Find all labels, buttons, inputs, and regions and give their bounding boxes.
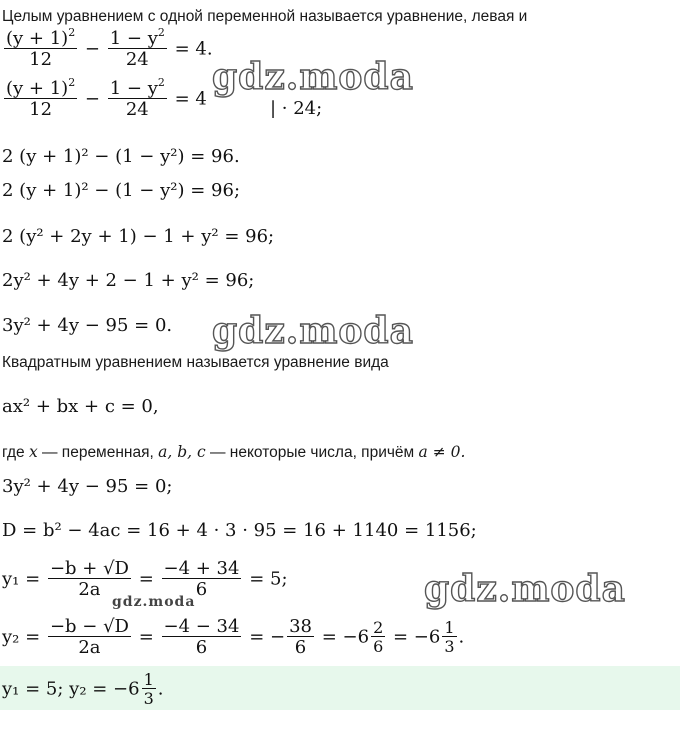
fraction-denominator: 2a xyxy=(48,578,131,599)
fraction-denominator: 6 xyxy=(162,636,242,657)
definition-whole-equation: Целым уравнением с одной переменной называется уравнение, левая и xyxy=(2,8,528,25)
fraction-denominator: 12 xyxy=(4,48,77,69)
mixed-whole: −6 xyxy=(342,626,370,648)
definition-quadratic: Квадратным уравнением называется уравнение вида xyxy=(2,354,389,371)
fraction-numerator: −4 + 34 xyxy=(163,558,240,579)
fraction-denominator: 24 xyxy=(108,98,167,119)
fraction-denominator: 2a xyxy=(48,636,131,657)
fraction-denominator: 6 xyxy=(162,578,242,599)
fraction-denominator: 3 xyxy=(143,689,154,708)
watermark-logo: gdz.moda xyxy=(424,568,626,610)
fraction-numerator: 1 xyxy=(143,670,154,689)
mixed-whole: −6 xyxy=(413,626,441,648)
step-4: 2y² + 4y + 2 − 1 + y² = 96; xyxy=(2,270,255,291)
multiplier-note: | · 24; xyxy=(270,98,323,119)
step-5: 3y² + 4y − 95 = 0. xyxy=(2,315,173,336)
step-3: 2 (y² + 2y + 1) − 1 + y² = 96; xyxy=(2,226,275,247)
definition-where: где x — переменная, a, b, c — некоторые числа, причём a ≠ 0. xyxy=(2,443,466,461)
watermark-logo: gdz.moda xyxy=(212,56,414,98)
fraction-denominator: 12 xyxy=(4,98,77,119)
fraction-numerator: −b + √D xyxy=(49,558,129,579)
answer: y₁ = 5; y₂ = −6 $\frac{1}{3}$ . xyxy=(2,670,164,708)
root-y2: y₂ = $\frac{-b - √D}{2a}$ = $\frac{-4 - 34}{6}$ = − $\frac{38}{6}$ = −6 $\frac{2}{6}$ = −6 $\frac{1}{3}$ . xyxy=(2,616,465,658)
fraction-numerator: $(y + 1)^2$ xyxy=(6,26,76,49)
discriminant: D = b² − 4ac = 16 + 4 · 3 · 95 = 16 + 1140 = 1156; xyxy=(2,520,477,541)
fraction-denominator: 24 xyxy=(108,48,167,69)
y2-label: y₂ = xyxy=(2,626,41,648)
equation-multiplied: $\frac{(y + 1)^2}{12}$ − $\frac{1 - y^2}{24}$ = 4 xyxy=(6,76,207,120)
equation-rhs: = 4 xyxy=(174,88,207,110)
fraction-numerator: 2 xyxy=(373,618,384,637)
equation-rhs: = 4. xyxy=(174,38,213,60)
fraction-denominator: 6 xyxy=(373,637,384,656)
answer-text: y₁ = 5; y₂ = −6 xyxy=(2,678,140,700)
fraction-numerator: −4 − 34 xyxy=(163,616,240,637)
fraction-denominator: 3 xyxy=(444,637,455,656)
fraction-numerator: 1 xyxy=(444,618,455,637)
fraction-numerator: 38 xyxy=(289,616,312,637)
general-form: ax² + bx + c = 0, xyxy=(2,396,159,417)
root-y1: y₁ = $\frac{-b + √D}{2a}$ = $\frac{-4 + 34}{6}$ = 5; xyxy=(2,558,288,600)
reduced-form: 3y² + 4y − 95 = 0; xyxy=(2,476,173,497)
fraction-numerator: $1 - y^2$ xyxy=(109,76,165,99)
fraction-numerator: $1 - y^2$ xyxy=(109,26,165,49)
fraction-numerator: −b − √D xyxy=(49,616,129,637)
watermark-logo: gdz.moda xyxy=(212,310,414,352)
y1-label: y₁ = xyxy=(2,568,41,590)
fraction-numerator: $(y + 1)^2$ xyxy=(6,76,76,99)
watermark-logo: gdz.moda xyxy=(112,594,196,610)
original-equation: $\frac{(y + 1)^2}{12}$ − $\frac{1 - y^2}{24}$ = 4. xyxy=(6,26,213,70)
step-1: 2 (y + 1)² − (1 − y²) = 96. xyxy=(2,146,240,167)
y1-value: = 5; xyxy=(249,568,288,590)
fraction-denominator: 6 xyxy=(287,636,314,657)
step-2: 2 (y + 1)² − (1 − y²) = 96; xyxy=(2,180,241,201)
